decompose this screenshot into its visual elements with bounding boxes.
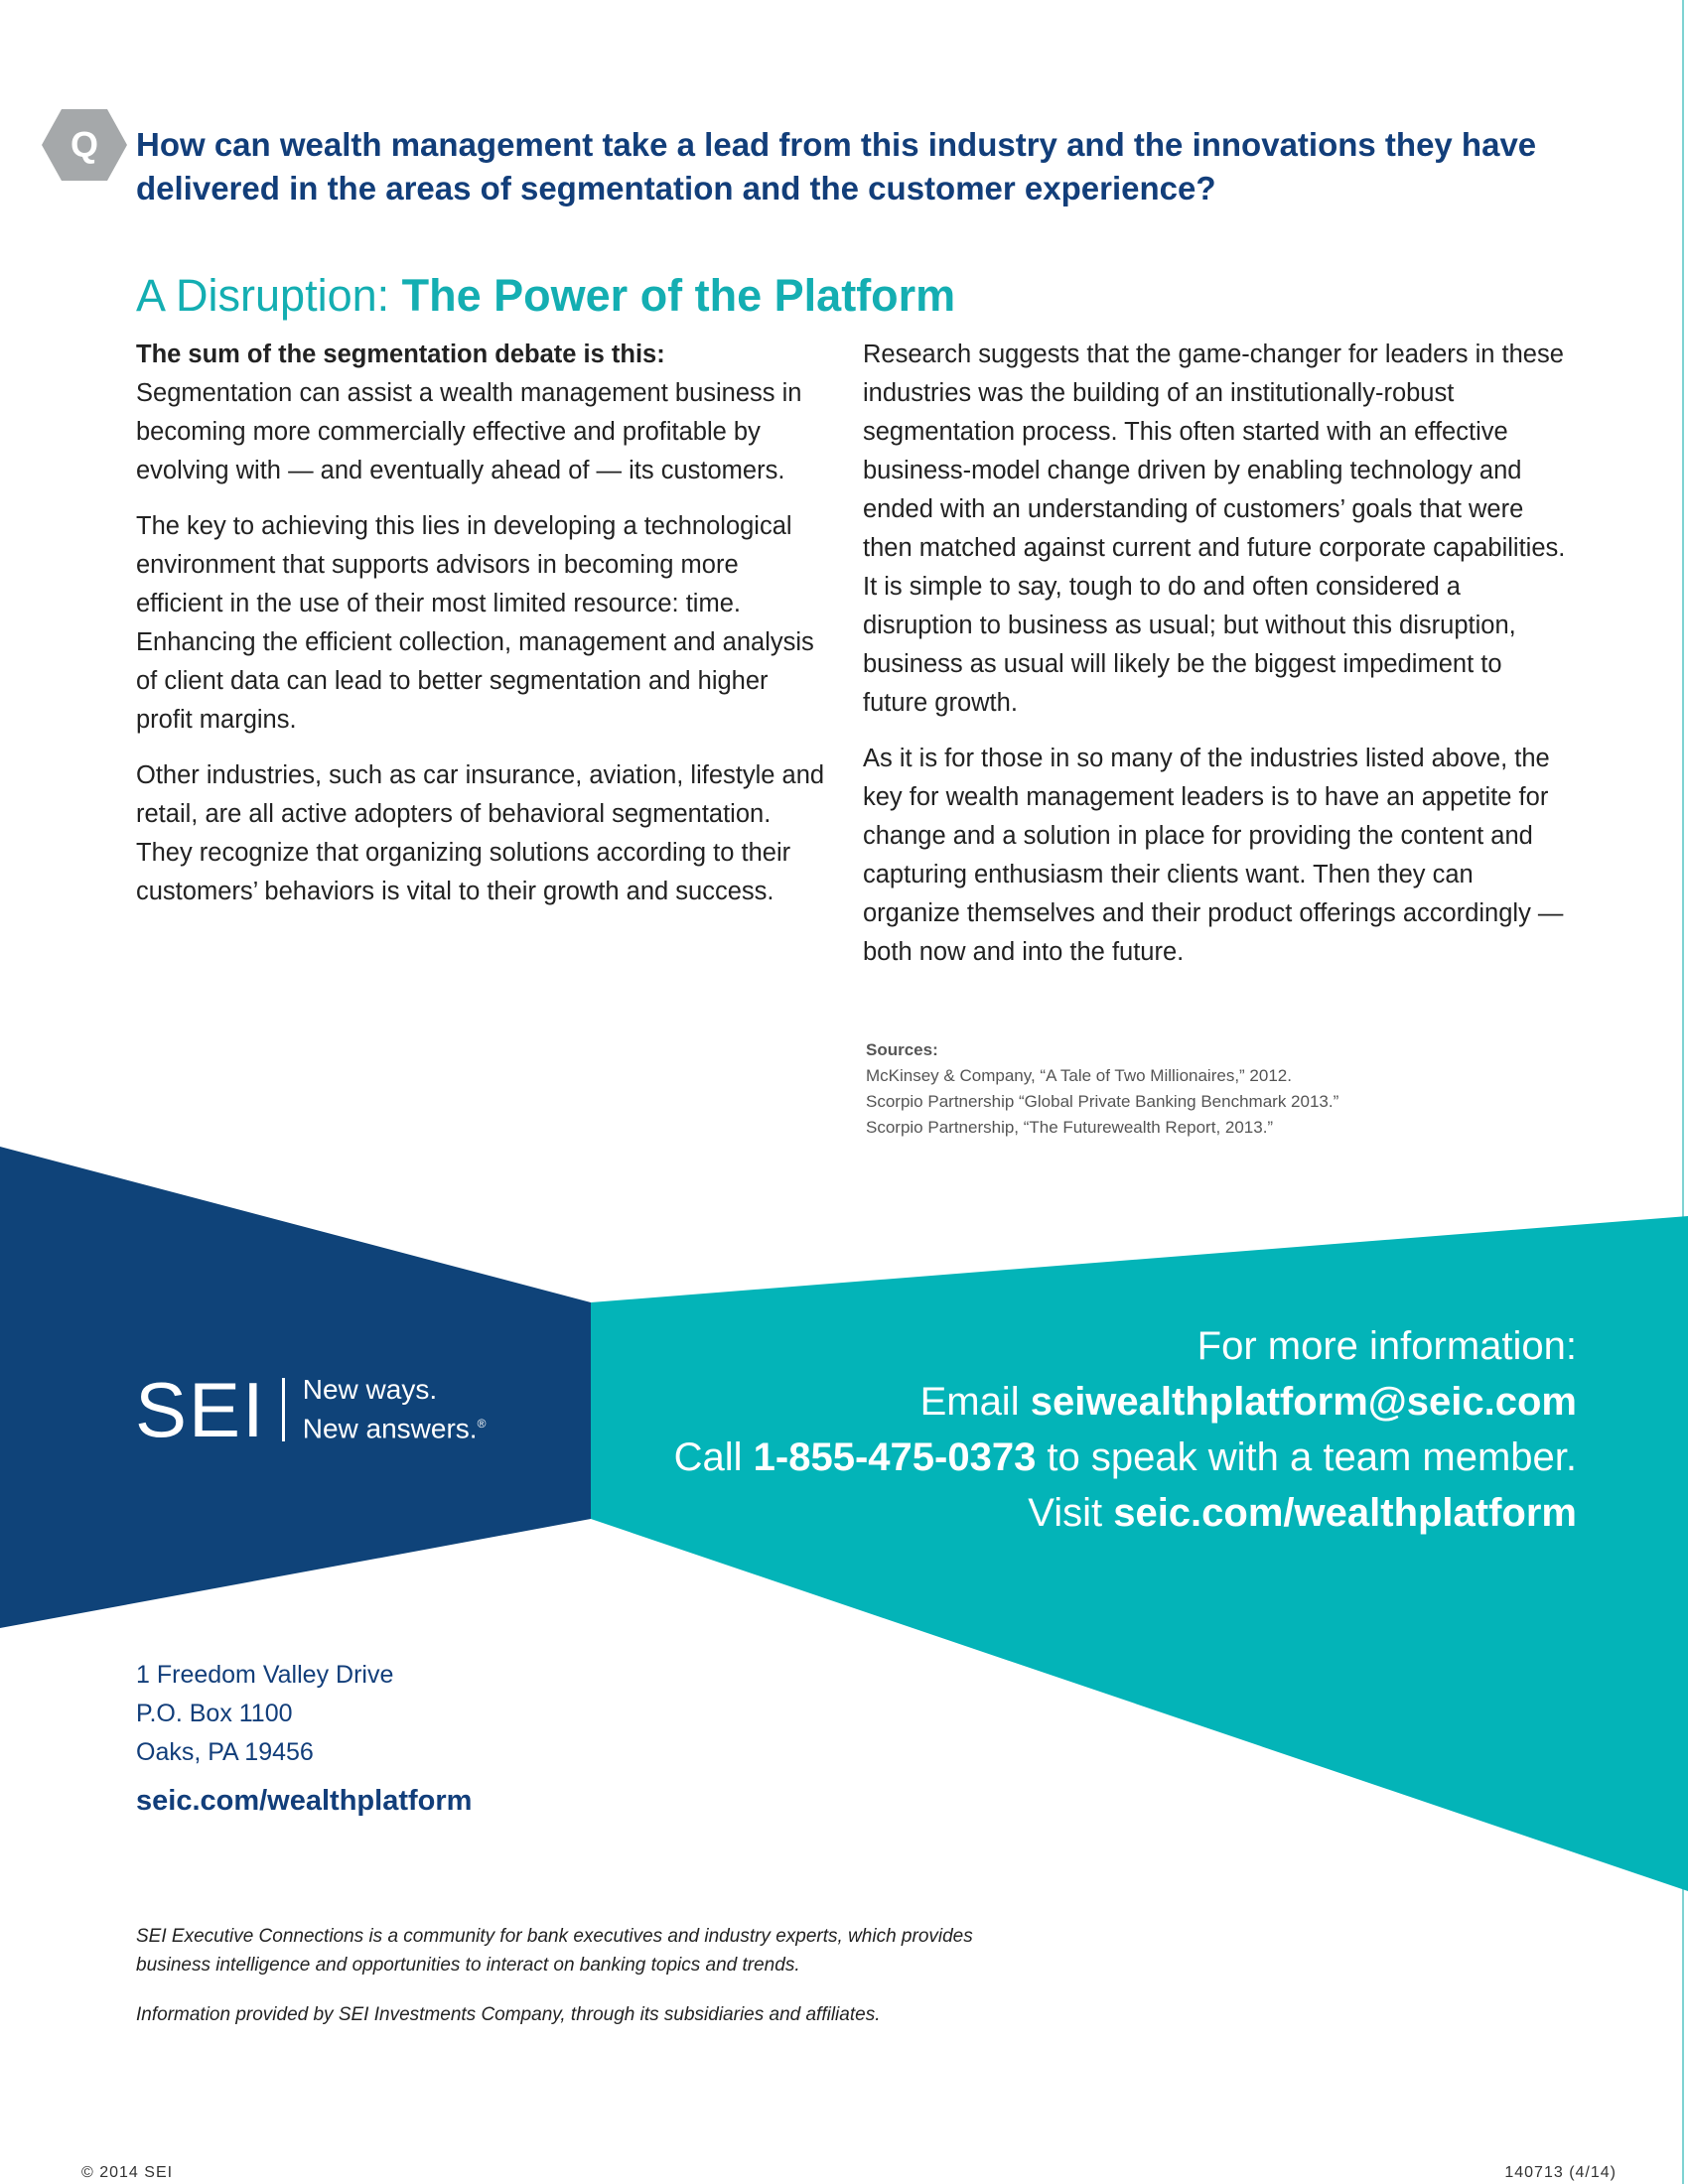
source-item: McKinsey & Company, “A Tale of Two Millionaires,” 2012. xyxy=(866,1066,1292,1085)
logo-tagline xyxy=(303,1373,487,1445)
disclaimer-provider: Information provided by SEI Investments Company, through its subsidiaries and affiliates. xyxy=(136,2004,881,2025)
visit-line xyxy=(485,1485,1577,1541)
lead-sentence: The sum of the segmentation debate is this: xyxy=(136,341,665,368)
info-heading: For more information: xyxy=(1196,1324,1577,1368)
question-badge-letter: Q xyxy=(70,124,99,165)
right-paragraph-2: As it is for those in so many of the industries listed above, the key for wealth management leaders is to have an appetite for change and a solution in place for providing the content and capturing enthusiasm their clients want. Then they can organize themselves and their product offerings accordingly — both now and into the future. xyxy=(863,745,1564,966)
source-item: Scorpio Partnership, “The Futurewealth Report, 2013.” xyxy=(866,1118,1274,1137)
website-link[interactable]: seic.com/wealthplatform xyxy=(136,1785,473,1817)
contact-info xyxy=(485,1318,1577,1541)
visit-label: Visit xyxy=(1028,1491,1114,1535)
mailing-address xyxy=(136,1656,393,1772)
sei-logo xyxy=(135,1366,487,1453)
phone-link[interactable]: 1-855-475-0373 xyxy=(753,1435,1037,1479)
left-paragraph-2: The key to achieving this lies in developing a technological environment that supports advisors in becoming more efficient in the use of their most limited resource: time. Enhancing the efficient collection, management and analysis of client data can lead to better segmentation and higher profit margins. xyxy=(136,512,814,734)
call-suffix: to speak with a team member. xyxy=(1036,1435,1577,1479)
visit-link[interactable]: seic.com/wealthplatform xyxy=(1113,1491,1577,1535)
email-line xyxy=(485,1374,1577,1430)
left-paragraph-1-text: Segmentation can assist a wealth management business in becoming more commercially effective and profitable by evolving with — and eventually ahead of — its customers. xyxy=(136,379,802,484)
logo-divider xyxy=(282,1378,285,1441)
call-label: Call xyxy=(673,1435,754,1479)
question-heading: How can wealth management take a lead from this industry and the innovations they have delivered in the areas of segmentation and the customer experience? xyxy=(136,126,1537,206)
banner-teal-shape xyxy=(591,1216,1688,1891)
sources-title: Sources: xyxy=(866,1040,938,1059)
address-line-2: P.O. Box 1100 xyxy=(136,1700,293,1727)
registered-mark: ® xyxy=(477,1417,487,1432)
tagline-line-2: New answers. xyxy=(302,1413,478,1444)
copyright: © 2014 SEI xyxy=(81,2164,174,2181)
email-label: Email xyxy=(919,1380,1031,1424)
tagline-line-1: New ways. xyxy=(302,1374,438,1406)
call-line xyxy=(485,1430,1577,1485)
section-title-strong: The Power of the Platform xyxy=(401,270,956,321)
left-paragraph-3: Other industries, such as car insurance, aviation, lifestyle and retail, are all active adopters of behavioral segmentation. They recognize that organizing solutions according to their customers’ behaviors is vital to their growth and success. xyxy=(136,761,825,905)
address-line-1: 1 Freedom Valley Drive xyxy=(136,1661,394,1689)
section-title-prefix: A Disruption: xyxy=(136,270,402,321)
right-paragraph-1: Research suggests that the game-changer for leaders in these industries was the building of an institutionally-robust segmentation process. This often started with an effective business-model change driven by enabling technology and ended with an understanding of customers’ goals that were then matched against current and future corporate capabilities. It is simple to say, tough to do and often considered a disruption to business as usual; but without this disruption, business as usual will likely be the biggest impediment to future growth. xyxy=(863,341,1566,717)
source-item: Scorpio Partnership “Global Private Banking Benchmark 2013.” xyxy=(866,1092,1339,1111)
email-link[interactable]: seiwealthplatform@seic.com xyxy=(1030,1380,1577,1424)
address-line-3: Oaks, PA 19456 xyxy=(136,1738,314,1766)
sei-logo-mark: SEI xyxy=(135,1366,266,1453)
disclaimer-community: SEI Executive Connections is a community for bank executives and industry experts, which provides business intelligence and opportunities to interact on banking topics and trends. xyxy=(136,1926,973,1976)
document-code: 140713 (4/14) xyxy=(1504,2164,1617,2181)
